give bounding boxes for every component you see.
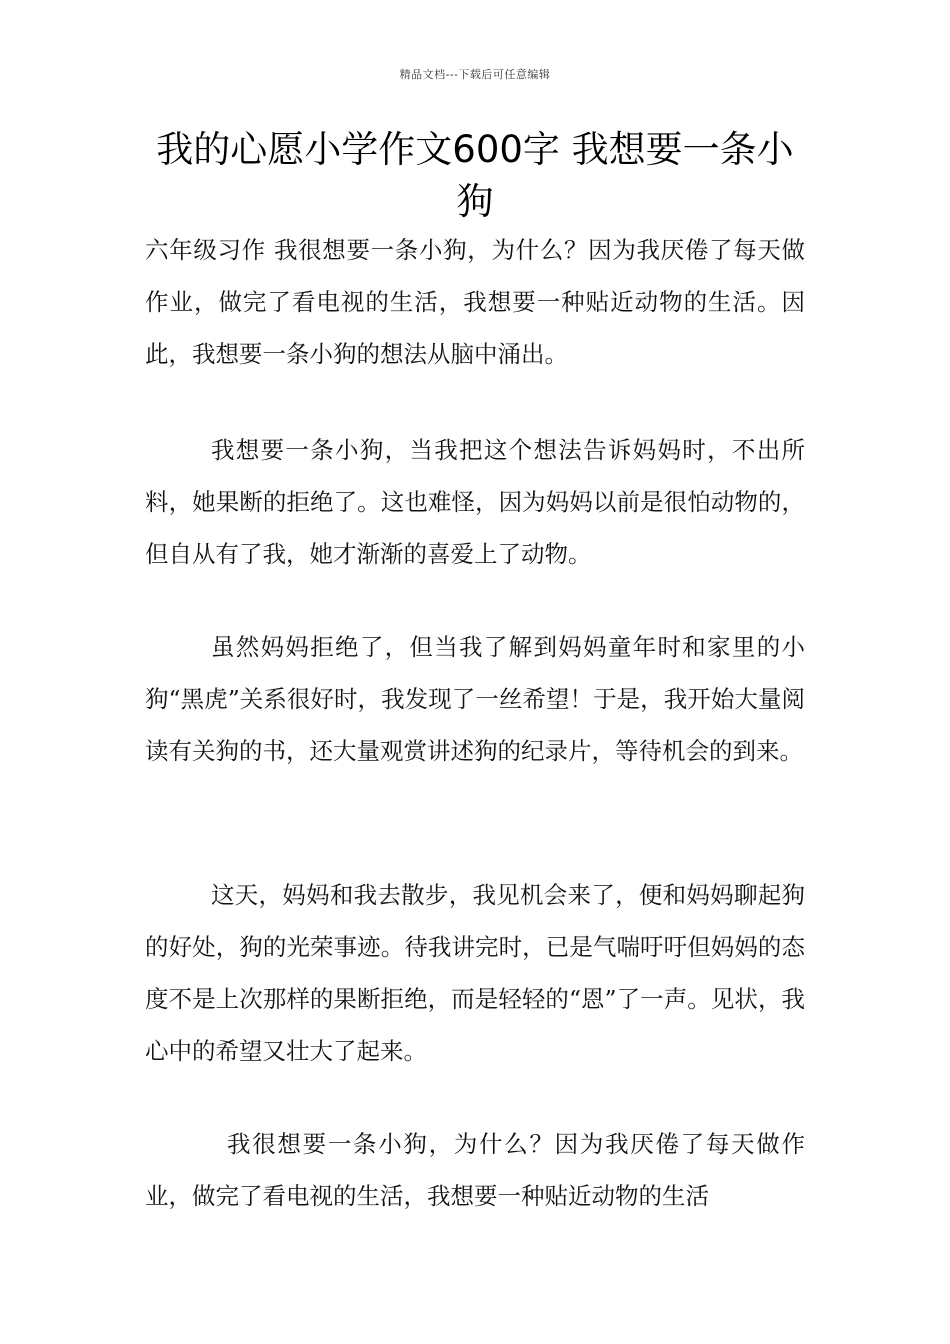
document-title: 我的心愿小学作文600字 我想要一条小狗 [156, 128, 794, 223]
paragraph-2: 我想要一条小狗，当我把这个想法告诉妈妈时，不出所料，她果断的拒绝了。这也难怪，因为妈妈以前是很怕动物的，但自从有了我，她才渐渐的喜爱上了动物。 [145, 436, 805, 568]
header-note: 精品文档---下载后可任意编辑 [399, 68, 551, 81]
paragraph-4: 这天，妈妈和我去散步，我见机会来了，便和妈妈聊起狗的好处，狗的光荣事迹。待我讲完时，已是气喘吁吁但妈妈的态度不是上次那样的果断拒绝，而是轻轻的“恩”了一声。见状，我心中的希望又壮大了起来。 [145, 881, 805, 1065]
paragraph-1: 六年级习作 我很想要一条小狗，为什么？因为我厌倦了每天做作业，做完了看电视的生活，我想要一种贴近动物的生活。因此，我想要一条小狗的想法从脑中涌出。 [145, 236, 805, 368]
paragraph-3: 虽然妈妈拒绝了，但当我了解到妈妈童年时和家里的小狗“黑虎”关系很好时，我发现了一丝希望！于是，我开始大量阅读有关狗的书，还大量观赏讲述狗的纪录片，等待机会的到来。 [145, 633, 805, 765]
paragraph-5: 我很想要一条小狗，为什么？因为我厌倦了每天做作业，做完了看电视的生活，我想要一种贴近动物的生活 [145, 1130, 805, 1210]
